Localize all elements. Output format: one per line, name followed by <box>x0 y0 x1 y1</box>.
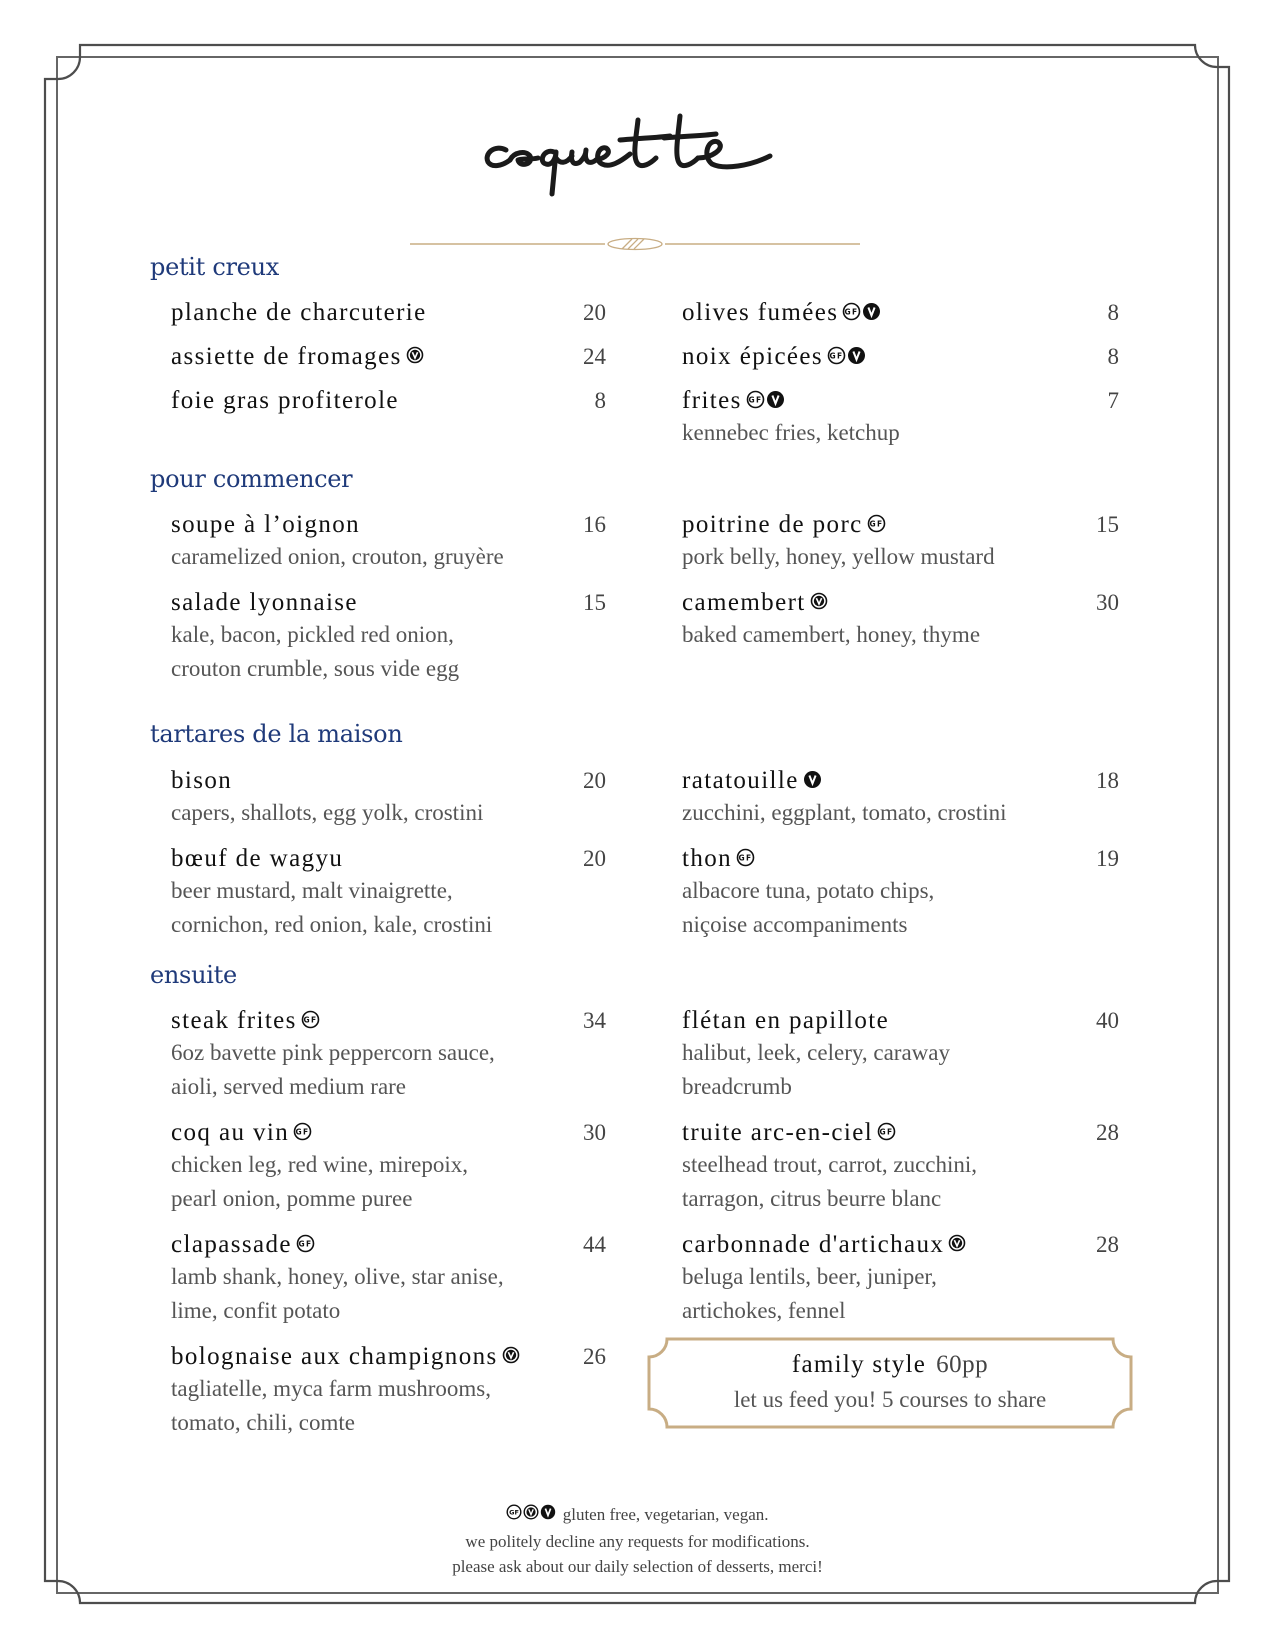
item-description: beer mustard, malt vinaigrette, <box>171 878 453 903</box>
vegan-icon <box>766 390 785 409</box>
menu-item <box>171 510 504 574</box>
item-price: 18 <box>1096 768 1119 793</box>
item-price: 40 <box>1096 1008 1119 1033</box>
menu-item <box>682 342 866 372</box>
gluten-free-icon <box>877 1122 896 1141</box>
menu-item <box>171 1230 504 1328</box>
menu-item <box>682 1006 950 1104</box>
menu-item <box>171 1006 495 1104</box>
item-price: 16 <box>583 512 606 537</box>
item-description: zucchini, eggplant, tomato, crostini <box>682 800 1007 825</box>
gluten-free-icon <box>293 1122 312 1141</box>
item-price: 28 <box>1096 1232 1119 1257</box>
item-price: 8 <box>594 388 606 413</box>
item-name: bolognaise aux champignons <box>171 1343 498 1370</box>
item-description: artichokes, fennel <box>682 1298 846 1323</box>
menu-item <box>171 844 492 942</box>
vegetarian-icon <box>948 1234 966 1252</box>
item-name: camembert <box>682 589 806 616</box>
vegetarian-icon <box>810 592 828 610</box>
item-name: soupe à l’oignon <box>171 511 361 538</box>
item-name: poitrine de porc <box>682 511 863 538</box>
menu-item <box>682 386 900 450</box>
menu-item <box>171 588 459 686</box>
item-description: tomato, chili, comte <box>171 1410 355 1435</box>
vegan-icon <box>862 302 881 321</box>
menu-item <box>171 386 399 416</box>
gluten-free-icon <box>867 514 886 533</box>
item-name: bison <box>171 767 233 794</box>
item-name: noix épicées <box>682 343 824 370</box>
item-description: capers, shallots, egg yolk, crostini <box>171 800 484 825</box>
item-description: lamb shank, honey, olive, star anise, <box>171 1264 504 1289</box>
section-title-pour-commencer: pour commencer <box>150 465 353 493</box>
item-price: 20 <box>583 846 606 871</box>
gluten-free-icon <box>301 1010 320 1029</box>
item-description: steelhead trout, carrot, zucchini, <box>682 1152 978 1177</box>
item-price: 26 <box>583 1344 606 1369</box>
ornamental-divider <box>410 236 860 252</box>
menu-item <box>171 1342 520 1440</box>
family-style-title: family style <box>791 1351 927 1378</box>
item-price: 30 <box>583 1120 606 1145</box>
gluten-free-icon <box>296 1234 315 1253</box>
item-name: salade lyonnaise <box>171 589 358 616</box>
item-description: chicken leg, red wine, mirepoix, <box>171 1152 468 1177</box>
menu-item <box>171 1118 468 1216</box>
section-title-petit-creux: petit creux <box>150 253 279 281</box>
menu-item <box>682 510 995 574</box>
dietary-legend-text: gluten free, vegetarian, vegan. <box>562 1505 769 1524</box>
vegan-icon <box>541 1504 555 1518</box>
item-name: planche de charcuterie <box>171 299 427 326</box>
vegetarian-icon <box>502 1346 520 1364</box>
item-price: 15 <box>1096 512 1119 537</box>
item-description: halibut, leek, celery, caraway <box>682 1040 950 1065</box>
family-style-price: 60pp <box>936 1351 989 1378</box>
item-description: aioli, served medium rare <box>171 1074 407 1099</box>
item-name: bœuf de wagyu <box>171 845 344 872</box>
vegan-icon <box>803 770 822 789</box>
modifications-note: we politely decline any requests for modifications. <box>465 1531 810 1551</box>
svg-text:GF: GF <box>869 519 884 529</box>
menu-item <box>682 298 881 328</box>
item-price: 44 <box>583 1232 606 1257</box>
item-name: foie gras profiterole <box>171 387 399 414</box>
item-description: pork belly, honey, yellow mustard <box>682 544 995 569</box>
item-description: beluga lentils, beer, juniper, <box>682 1264 937 1289</box>
item-description: kale, bacon, pickled red onion, <box>171 622 454 647</box>
gluten-free-icon <box>746 390 765 409</box>
vegan-icon <box>847 346 866 365</box>
item-description: 6oz bavette pink peppercorn sauce, <box>171 1040 495 1065</box>
item-price: 15 <box>583 590 606 615</box>
item-description: breadcrumb <box>682 1074 792 1099</box>
item-price: 28 <box>1096 1120 1119 1145</box>
item-description: cornichon, red onion, kale, crostini <box>171 912 493 937</box>
svg-text:GF: GF <box>295 1127 310 1137</box>
item-price: 8 <box>1107 300 1119 325</box>
menu-item <box>682 1230 966 1328</box>
item-name: assiette de fromages <box>171 343 402 370</box>
item-price: 20 <box>583 300 606 325</box>
gluten-free-icon <box>827 346 846 365</box>
item-name: coq au vin <box>171 1119 290 1146</box>
item-description: lime, confit potato <box>171 1298 341 1323</box>
svg-text:GF: GF <box>298 1239 313 1249</box>
item-name: thon <box>682 845 733 872</box>
vegetarian-icon <box>525 1505 539 1519</box>
family-style-callout <box>647 1337 1133 1429</box>
item-price: 24 <box>583 344 606 369</box>
svg-text:GF: GF <box>879 1127 894 1137</box>
menu-item <box>171 342 424 372</box>
section-title-tartares: tartares de la maison <box>150 720 403 748</box>
item-name: olives fumées <box>682 299 839 326</box>
item-description: baked camembert, honey, thyme <box>682 622 981 647</box>
gluten-free-icon <box>736 848 755 867</box>
item-name: clapassade <box>171 1231 292 1258</box>
item-description: caramelized onion, crouton, gruyère <box>171 544 504 569</box>
section-title-ensuite: ensuite <box>150 961 237 989</box>
svg-text:GF: GF <box>829 351 844 361</box>
gluten-free-icon <box>508 1505 522 1519</box>
item-description: kennebec fries, ketchup <box>682 420 900 445</box>
menu-footer <box>0 1502 1275 1579</box>
menu-item <box>682 844 934 942</box>
item-price: 8 <box>1107 344 1119 369</box>
svg-text:GF: GF <box>748 395 763 405</box>
svg-text:GF: GF <box>738 853 753 863</box>
item-description: tarragon, citrus beurre blanc <box>682 1186 942 1211</box>
item-price: 34 <box>583 1008 606 1033</box>
restaurant-logo <box>480 108 800 208</box>
vegetarian-icon <box>406 346 424 364</box>
svg-text:GF: GF <box>844 307 859 317</box>
item-description: niçoise accompaniments <box>682 912 908 937</box>
item-price: 20 <box>583 768 606 793</box>
svg-text:GF: GF <box>509 1508 520 1517</box>
item-description: tagliatelle, myca farm mushrooms, <box>171 1376 491 1401</box>
item-name: ratatouille <box>682 767 799 794</box>
item-name: carbonnade d'artichaux <box>682 1231 945 1258</box>
item-price: 7 <box>1107 388 1119 413</box>
item-description: crouton crumble, sous vide egg <box>171 656 460 681</box>
item-name: truite arc-en-ciel <box>682 1119 874 1146</box>
item-price: 30 <box>1096 590 1119 615</box>
item-description: pearl onion, pomme puree <box>171 1186 413 1211</box>
svg-text:GF: GF <box>303 1015 318 1025</box>
gluten-free-icon <box>842 302 861 321</box>
menu-item <box>682 588 980 652</box>
menu-item <box>171 766 483 830</box>
menu-item <box>171 298 427 328</box>
dietary-legend-icons <box>506 1502 558 1527</box>
item-price: 19 <box>1096 846 1119 871</box>
menu-item <box>682 766 1006 830</box>
item-name: flétan en papillote <box>682 1007 890 1034</box>
desserts-note: please ask about our daily selection of desserts, merci! <box>452 1556 823 1576</box>
item-description: albacore tuna, potato chips, <box>682 878 935 903</box>
family-style-subtitle: let us feed you! 5 courses to share <box>733 1387 1047 1412</box>
menu-item <box>682 1118 977 1216</box>
item-name: steak frites <box>171 1007 297 1034</box>
item-name: frites <box>682 387 742 414</box>
